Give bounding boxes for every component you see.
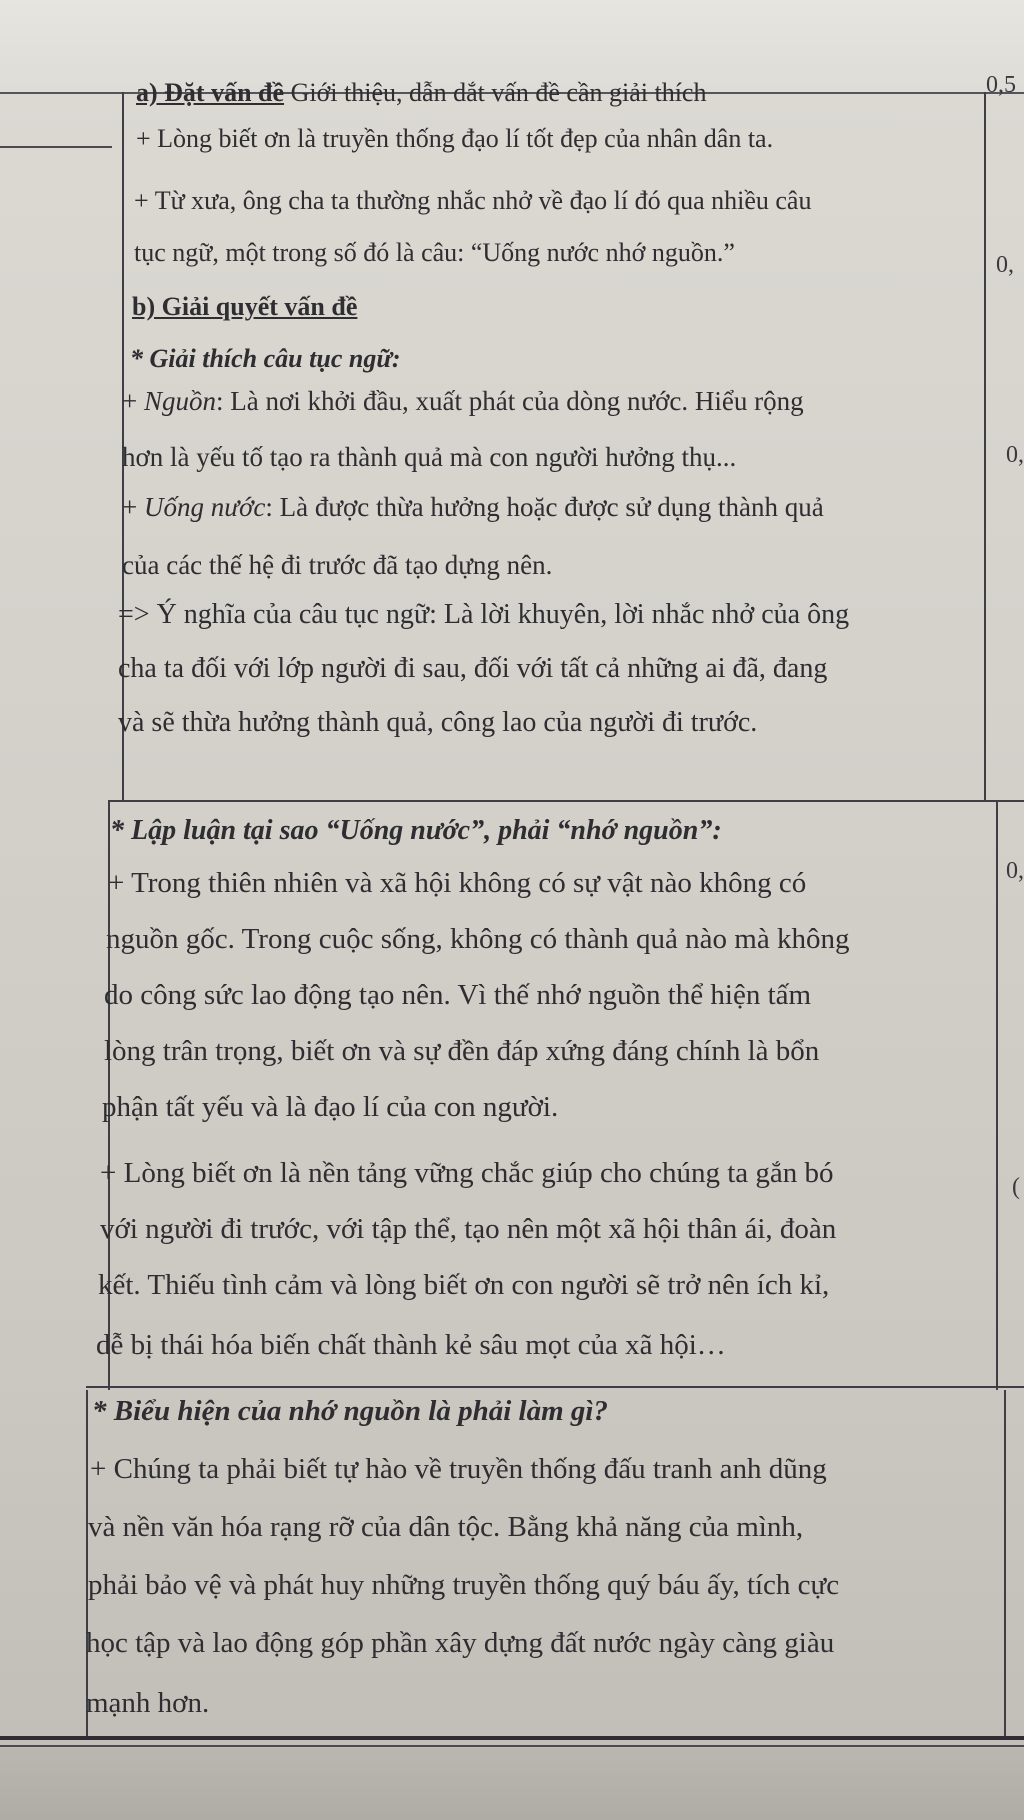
meaning-line-2: cha ta đối với lớp người đi sau, đối với tất cả những ai đã, đang <box>118 653 828 684</box>
meaning-line-1: => Ý nghĩa của câu tục ngữ: Là lời khuyên, lời nhắc nhở của ông <box>118 599 850 630</box>
table-score-divider-bottom <box>1004 1390 1006 1738</box>
section-c-line-4: lòng trân trọng, biết ơn và sự đền đáp xứng đáng chính là bổn <box>104 1035 820 1067</box>
score-2: 0, <box>996 252 1014 278</box>
nguon-label: Nguồn <box>143 386 216 416</box>
score-5: ( <box>1012 1174 1020 1200</box>
uong-line-1: + Uống nước: Là được thừa hưởng hoặc được sử dụng thành quả <box>122 492 824 522</box>
row-divider-1 <box>108 800 1024 802</box>
section-d-line-2: và nền văn hóa rạng rỡ của dân tộc. Bằng khả năng của mình, <box>88 1511 804 1543</box>
section-d-title: * Biểu hiện của nhớ nguồn là phải làm gì? <box>92 1395 608 1427</box>
section-c-line-2: nguồn gốc. Trong cuộc sống, không có thành quả nào mà không <box>106 923 850 955</box>
section-a-heading-rest: Giới thiệu, dẫn dắt vấn đề cần giải thích <box>284 78 707 107</box>
score-1: 0,5 <box>986 72 1016 98</box>
table-score-divider <box>984 92 986 802</box>
section-c-line-6: + Lòng biết ơn là nền tảng vững chắc giúp cho chúng ta gắn bó <box>100 1157 834 1189</box>
section-b-heading: b) Giải quyết vấn đề <box>132 292 358 321</box>
bottom-rule-secondary <box>0 1745 1024 1747</box>
nguon-line-1-rest: : Là nơi khởi đầu, xuất phát của dòng nước. Hiểu rộng <box>216 386 804 416</box>
table-score-divider-lower <box>996 800 998 1390</box>
uong-line-1-rest: : Là được thừa hưởng hoặc được sử dụng thành quả <box>265 492 824 522</box>
section-a-line-1: + Lòng biết ơn là truyền thống đạo lí tốt đẹp của nhân dân ta. <box>136 124 774 153</box>
section-d-line-1: + Chúng ta phải biết tự hào về truyền thống đấu tranh anh dũng <box>90 1453 827 1485</box>
score-4: 0, <box>1006 858 1024 884</box>
uong-line-2: của các thế hệ đi trước đã tạo dựng nên. <box>122 550 553 580</box>
bottom-rule <box>0 1736 1024 1740</box>
nguon-line-2: hơn là yếu tố tạo ra thành quả mà con người hưởng thụ... <box>122 442 737 472</box>
section-c-line-3: do công sức lao động tạo nên. Vì thế nhớ nguồn thể hiện tấm <box>104 979 812 1011</box>
section-c-line-9: dễ bị thái hóa biến chất thành kẻ sâu mọt của xã hội… <box>96 1329 726 1361</box>
row-divider-2 <box>86 1386 1024 1388</box>
section-a-heading-line <box>136 76 706 110</box>
section-d-line-4: học tập và lao động góp phần xây dựng đất nước ngày càng giàu <box>86 1627 835 1659</box>
nguon-line-1: + Nguồn: Là nơi khởi đầu, xuất phát của dòng nước. Hiểu rộng <box>122 386 804 416</box>
score-3: 0, <box>1006 442 1024 468</box>
uong-label: Uống nước <box>143 492 266 522</box>
section-c-title: * Lập luận tại sao “Uống nước”, phải “nhớ nguồn”: <box>110 815 722 846</box>
section-c-line-5: phận tất yếu và là đạo lí của con người. <box>102 1091 559 1123</box>
section-a-heading: a) Đặt vấn đề <box>136 78 285 107</box>
section-c-line-8: kết. Thiếu tình cảm và lòng biết ơn con người sẽ trở nên ích kỉ, <box>98 1269 830 1301</box>
section-d-line-5: mạnh hơn. <box>86 1687 210 1719</box>
section-b-subtitle: * Giải thích câu tục ngữ: <box>130 344 401 373</box>
section-a-line-2: + Từ xưa, ông cha ta thường nhắc nhở về đạo lí đó qua nhiều câu <box>134 186 812 215</box>
section-d-line-3: phải bảo vệ và phát huy những truyền thống quý báu ấy, tích cực <box>88 1569 840 1601</box>
section-a-line-3: tục ngữ, một trong số đó là câu: “Uống nước nhớ nguồn.” <box>134 238 735 267</box>
section-c-line-1: + Trong thiên nhiên và xã hội không có sự vật nào không có <box>108 867 807 899</box>
meaning-line-3: và sẽ thừa hưởng thành quả, công lao của người đi trước. <box>118 707 758 738</box>
left-stub-rule <box>0 146 112 148</box>
bottom-shadow <box>0 1748 1024 1820</box>
section-c-line-7: với người đi trước, với tập thể, tạo nên một xã hội thân ái, đoàn <box>100 1213 837 1245</box>
